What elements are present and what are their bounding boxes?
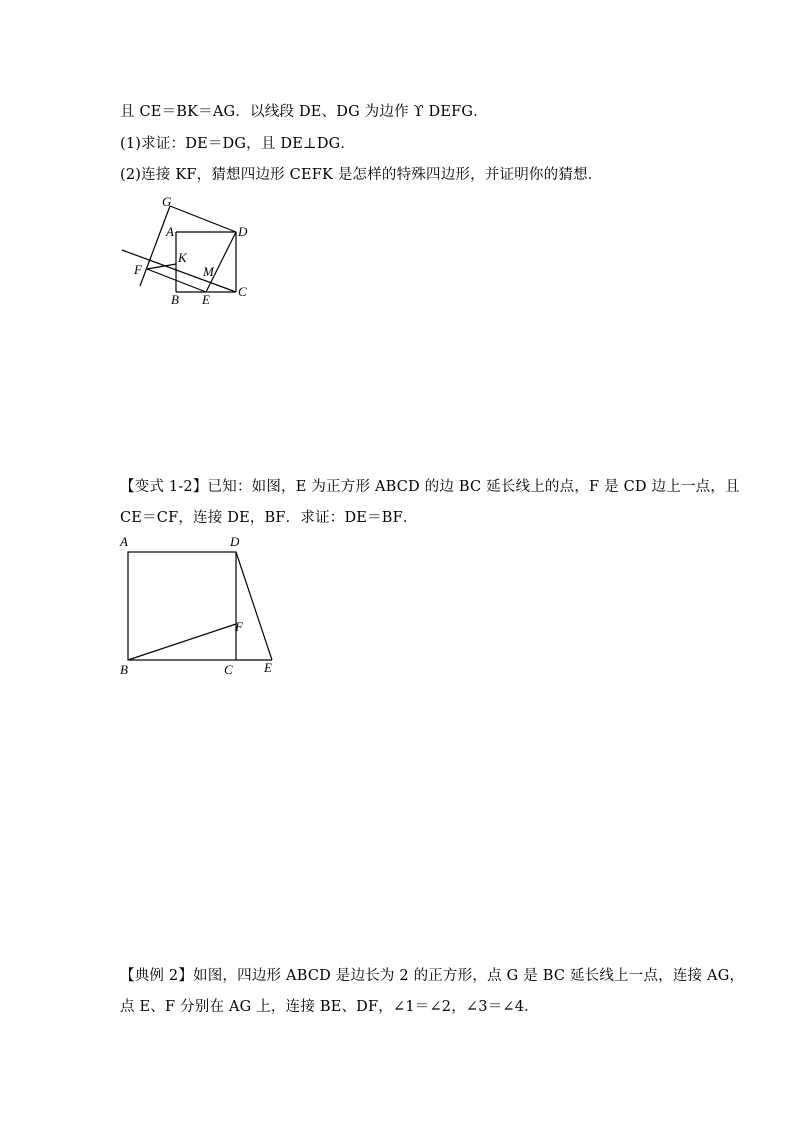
square-ABCD (128, 552, 236, 660)
label-K: K (178, 250, 187, 265)
example-2-line-1: 【典例 2】如图，四边形 ABCD 是边长为 2 的正方形，点 G 是 BC 延长线上一点，连接 AG， (120, 968, 745, 984)
segment-DE (236, 552, 272, 660)
label-G: G (162, 194, 172, 209)
line-FG (140, 206, 170, 286)
label-A: A (120, 534, 128, 549)
question-2: (2)连接 KF，猜想四边形 CEFK 是怎样的特殊四边形，并证明你的猜想． (120, 167, 603, 183)
variant-problem-line-2: CE＝CF，连接 DE，BF．求证：DE＝BF． (120, 510, 418, 526)
variant-problem-line-1: 【变式 1-2】已知：如图，E 为正方形 ABCD 的边 BC 延长线上的点，F 是 CD 边上一点，且 (120, 479, 740, 495)
problem-text-line: 且 CE＝BK＝AG．以线段 DE、DG 为边作 ϒ DEFG． (120, 104, 488, 120)
label-C: C (238, 284, 247, 299)
label-D: D (230, 534, 240, 549)
label-F: F (134, 262, 142, 277)
label-B: B (171, 292, 179, 307)
label-E: E (202, 292, 210, 307)
label-M: M (203, 264, 214, 279)
label-A: A (166, 224, 174, 239)
geometry-figure-2 (112, 530, 287, 680)
geometry-figure-1 (110, 190, 260, 310)
example-2-line-2: 点 E、F 分别在 AG 上，连接 BE、DF，∠1＝∠2，∠3＝∠4． (120, 999, 539, 1015)
label-B: B (120, 662, 128, 677)
segment-BF (128, 624, 236, 660)
question-1: (1)求证：DE＝DG，且 DE⊥DG． (120, 136, 356, 152)
label-C: C (224, 662, 233, 677)
label-E: E (264, 660, 272, 675)
label-F: F (235, 619, 243, 634)
label-D: D (238, 224, 248, 239)
segment-GD (170, 206, 236, 232)
